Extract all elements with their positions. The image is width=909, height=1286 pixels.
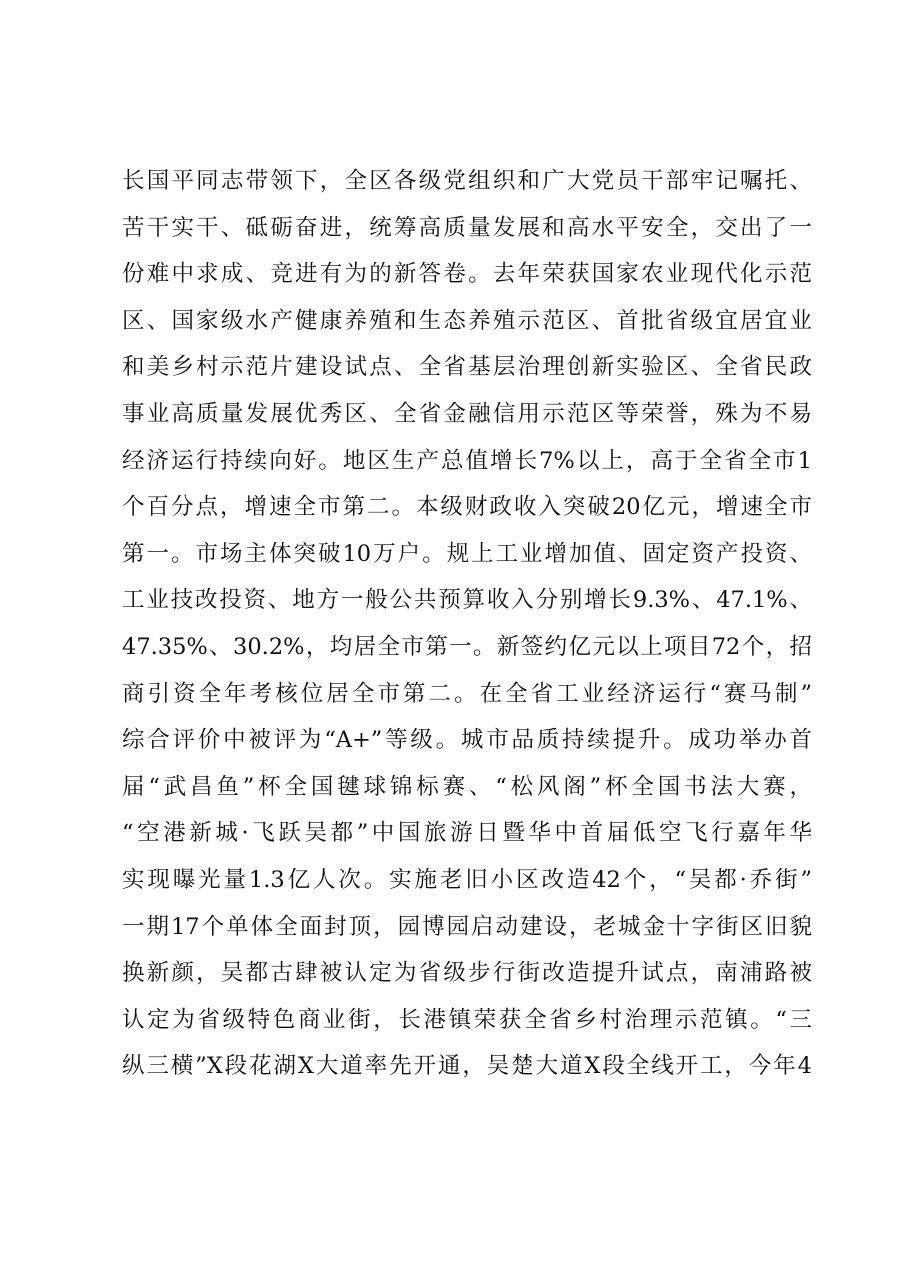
body-text	[122, 158, 812, 1090]
text-line: 商引资全年考核位居全市第二。在全省工业经济运行“赛马制”	[122, 680, 812, 707]
text-line: “空港新城·飞跃吴都”中国旅游日暨华中首届低空飞行嘉年华	[122, 820, 812, 847]
text-line: 个百分点，增速全市第二。本级财政收入突破20亿元，增速全市	[122, 494, 812, 521]
text-line: 经济运行持续向好。地区生产总值增长7%以上，高于全省全市1	[122, 447, 812, 474]
text-line: 届“武昌鱼”杯全国毽球锦标赛、“松风阁”杯全国书法大赛，	[122, 773, 812, 800]
text-line: 认定为省级特色商业街，长港镇荣获全省乡村治理示范镇。“三	[122, 1006, 812, 1033]
text-line: 份难中求成、竞进有为的新答卷。去年荣获国家农业现代化示范	[122, 261, 812, 288]
text-line: 工业技改投资、地方一般公共预算收入分别增长9.3%、47.1%、	[122, 587, 812, 614]
text-line: 实现曝光量1.3亿人次。实施老旧小区改造42个，“吴都·乔街”	[122, 866, 812, 893]
text-line: 和美乡村示范片建设试点、全省基层治理创新实验区、全省民政	[122, 354, 812, 381]
text-line: 综合评价中被评为“A+”等级。城市品质持续提升。成功举办首	[122, 727, 812, 754]
text-line: 47.35%、30.2%，均居全市第一。新签约亿元以上项目72个，招	[122, 633, 812, 660]
text-line: 一期17个单体全面封顶，园博园启动建设，老城金十字街区旧貌	[122, 913, 812, 940]
text-line: 事业高质量发展优秀区、全省金融信用示范区等荣誉，殊为不易	[122, 400, 812, 427]
text-line: 第一。市场主体突破10万户。规上工业增加值、固定资产投资、	[122, 540, 812, 567]
text-line: 纵三横”X段花湖X大道率先开通，吴楚大道X段全线开工，今年4	[122, 1053, 812, 1080]
text-line: 长国平同志带领下，全区各级党组织和广大党员干部牢记嘱托、	[122, 168, 812, 194]
text-line: 换新颜，吴都古肆被认定为省级步行街改造提升试点，南浦路被	[122, 960, 812, 987]
text-line: 区、国家级水产健康养殖和生态养殖示范区、首批省级宜居宜业	[122, 307, 812, 334]
text-line: 苦干实干、砥砺奋进，统筹高质量发展和高水平安全，交出了一	[122, 214, 812, 241]
